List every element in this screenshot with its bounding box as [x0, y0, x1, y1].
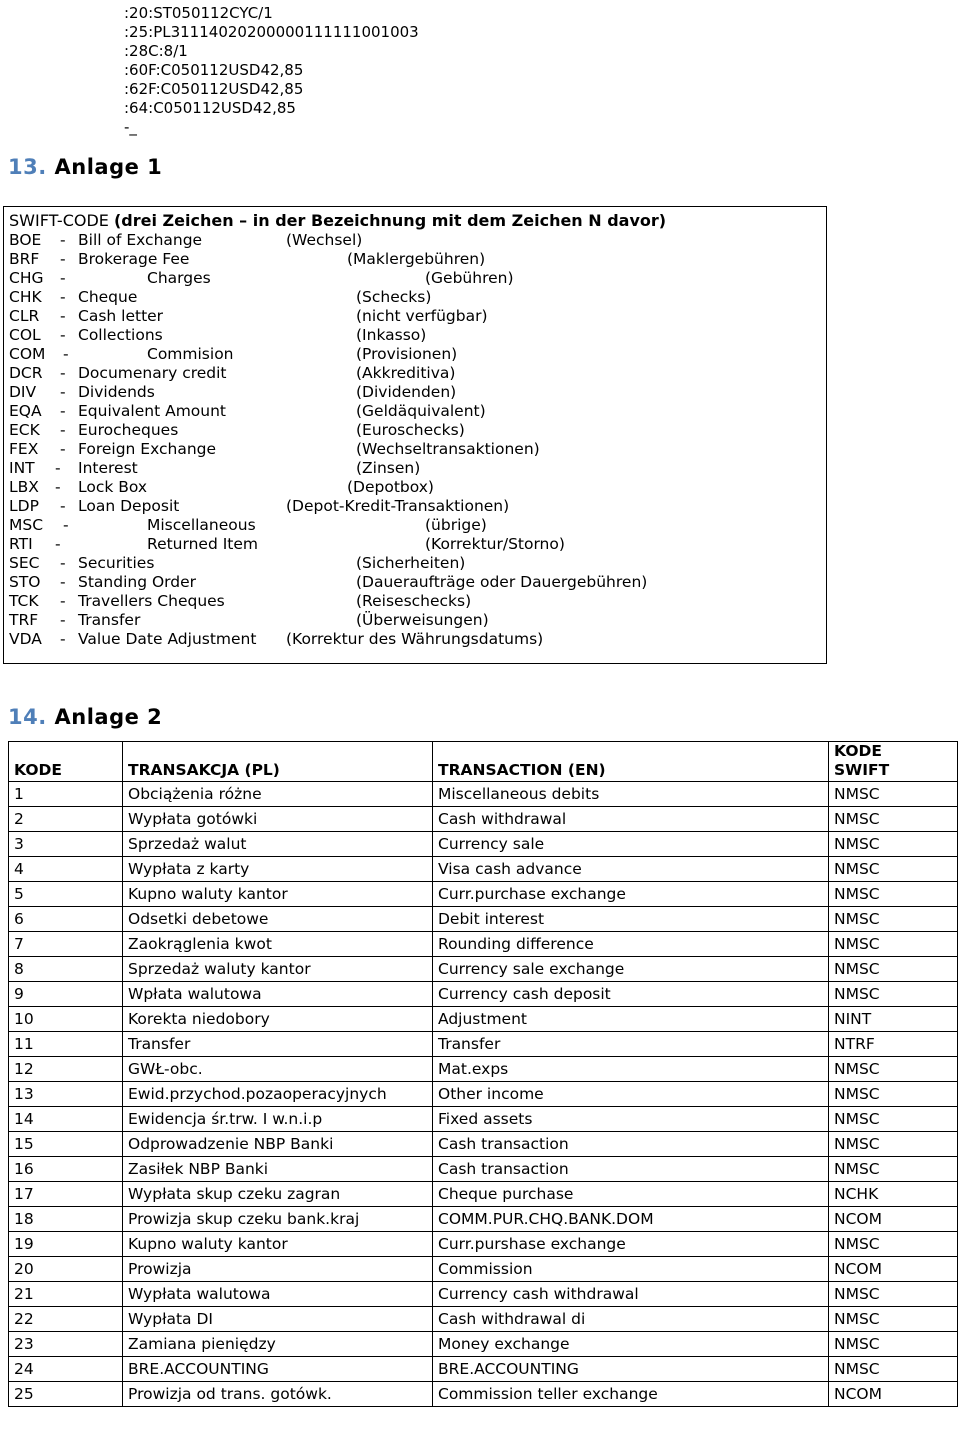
code-dash: -: [60, 611, 66, 629]
cell-kode: 16: [9, 1157, 123, 1182]
cell-kode: 25: [9, 1382, 123, 1407]
cell-kode-swift: NMSC: [829, 1332, 958, 1357]
cell-kode: 15: [9, 1132, 123, 1157]
cell-kode-swift: NMSC: [829, 1157, 958, 1182]
cell-kode-swift: NCOM: [829, 1207, 958, 1232]
code-german: (Inkasso): [356, 326, 427, 344]
cell-transakcja: Odsetki debetowe: [123, 907, 433, 932]
code-english: Commision: [147, 345, 234, 363]
header-kode: KODE: [9, 742, 123, 782]
swift-line: :25:PL31114020200000111111001003: [124, 23, 419, 41]
cell-transaction: Mat.exps: [433, 1057, 829, 1082]
cell-transakcja: Prowizja od trans. gotówk.: [123, 1382, 433, 1407]
code-english: Eurocheques: [78, 421, 179, 439]
code-german: (Depot-Kredit-Transaktionen): [286, 497, 510, 515]
cell-kode: 10: [9, 1007, 123, 1032]
cell-kode-swift: NCHK: [829, 1182, 958, 1207]
cell-kode: 21: [9, 1282, 123, 1307]
cell-kode: 24: [9, 1357, 123, 1382]
code-english: Dividends: [78, 383, 155, 401]
table-row: [9, 1132, 958, 1157]
code-dash: -: [60, 269, 66, 287]
code-abbrev: CHK: [9, 288, 42, 306]
code-german: (nicht verfügbar): [356, 307, 488, 325]
code-abbrev: INT: [9, 459, 35, 477]
cell-kode-swift: NMSC: [829, 882, 958, 907]
cell-transakcja: GWŁ-obc.: [123, 1057, 433, 1082]
cell-transaction: Currency sale: [433, 832, 829, 857]
cell-transakcja: Ewid.przychod.pozaoperacyjnych: [123, 1082, 433, 1107]
table-row: [9, 832, 958, 857]
cell-kode: 3: [9, 832, 123, 857]
section-number: 13.: [8, 155, 47, 179]
code-german: (Dividenden): [356, 383, 457, 401]
cell-transakcja: Wpłata walutowa: [123, 982, 433, 1007]
swift-line: -_: [124, 118, 137, 136]
cell-kode-swift: NMSC: [829, 807, 958, 832]
code-english: Brokerage Fee: [78, 250, 190, 268]
codebox-title-bold: (drei Zeichen – in der Bezeichnung mit dem Zeichen N davor): [113, 211, 667, 230]
code-abbrev: BOE: [9, 231, 42, 249]
cell-transaction: Currency cash withdrawal: [433, 1282, 829, 1307]
code-english: Loan Deposit: [78, 497, 180, 515]
code-abbrev: DIV: [9, 383, 37, 401]
cell-kode: 22: [9, 1307, 123, 1332]
code-abbrev: STO: [9, 573, 41, 591]
code-german: (Wechsel): [286, 231, 363, 249]
cell-kode-swift: NCOM: [829, 1382, 958, 1407]
cell-kode: 8: [9, 957, 123, 982]
cell-transakcja: Korekta niedobory: [123, 1007, 433, 1032]
code-abbrev: TRF: [9, 611, 39, 629]
code-abbrev: BRF: [9, 250, 40, 268]
cell-kode: 4: [9, 857, 123, 882]
cell-kode: 13: [9, 1082, 123, 1107]
cell-transakcja: Zaokrąglenia kwot: [123, 932, 433, 957]
code-abbrev: MSC: [9, 516, 44, 534]
cell-transakcja: Kupno waluty kantor: [123, 882, 433, 907]
cell-transakcja: BRE.ACCOUNTING: [123, 1357, 433, 1382]
cell-kode-swift: NMSC: [829, 932, 958, 957]
cell-kode-swift: NMSC: [829, 1132, 958, 1157]
cell-transakcja: Obciążenia różne: [123, 782, 433, 807]
cell-transaction: Debit interest: [433, 907, 829, 932]
cell-kode-swift: NMSC: [829, 982, 958, 1007]
cell-kode: 11: [9, 1032, 123, 1057]
table-row: [9, 1157, 958, 1182]
table-row: [9, 1232, 958, 1257]
code-dash: -: [60, 326, 66, 344]
table-row: [9, 1282, 958, 1307]
cell-transaction: Currency cash deposit: [433, 982, 829, 1007]
cell-transaction: Rounding difference: [433, 932, 829, 957]
cell-transaction: Cash withdrawal di: [433, 1307, 829, 1332]
cell-kode-swift: NMSC: [829, 907, 958, 932]
cell-transakcja: Wypłata skup czeku zagran: [123, 1182, 433, 1207]
code-english: Standing Order: [78, 573, 197, 591]
cell-kode: 6: [9, 907, 123, 932]
cell-transaction: Cash withdrawal: [433, 807, 829, 832]
cell-transaction: Adjustment: [433, 1007, 829, 1032]
cell-kode: 17: [9, 1182, 123, 1207]
table-row: [9, 1207, 958, 1232]
cell-kode-swift: NMSC: [829, 1282, 958, 1307]
cell-transaction: BRE.ACCOUNTING: [433, 1357, 829, 1382]
cell-transakcja: Sprzedaż walut: [123, 832, 433, 857]
cell-transakcja: Prowizja skup czeku bank.kraj: [123, 1207, 433, 1232]
table-row: [9, 782, 958, 807]
swift-line: :20:ST050112CYC/1: [124, 4, 273, 22]
table-row: [9, 982, 958, 1007]
cell-kode: 12: [9, 1057, 123, 1082]
table-header-row: [9, 742, 958, 782]
code-abbrev: CLR: [9, 307, 40, 325]
cell-transakcja: Zamiana pieniędzy: [123, 1332, 433, 1357]
cell-kode-swift: NMSC: [829, 1082, 958, 1107]
cell-transaction: Transfer: [433, 1032, 829, 1057]
code-dash: -: [60, 383, 66, 401]
code-dash: -: [60, 440, 66, 458]
code-english: Bill of Exchange: [78, 231, 203, 249]
cell-transaction: Curr.purchase exchange: [433, 882, 829, 907]
table-row: [9, 882, 958, 907]
code-german: (Maklergebühren): [347, 250, 486, 268]
table-row: [9, 1107, 958, 1132]
cell-transaction: Commission: [433, 1257, 829, 1282]
section-heading-anlage-2: [8, 705, 162, 729]
cell-kode: 14: [9, 1107, 123, 1132]
code-english: Securities: [78, 554, 155, 572]
cell-kode: 18: [9, 1207, 123, 1232]
code-abbrev: EQA: [9, 402, 42, 420]
code-dash: -: [55, 535, 61, 553]
cell-kode: 9: [9, 982, 123, 1007]
table-row: [9, 1032, 958, 1057]
cell-transaction: Other income: [433, 1082, 829, 1107]
cell-transakcja: Wypłata DI: [123, 1307, 433, 1332]
cell-kode: 23: [9, 1332, 123, 1357]
swift-line: :28C:8/1: [124, 42, 188, 60]
code-english: Travellers Cheques: [78, 592, 225, 610]
code-abbrev: ECK: [9, 421, 40, 439]
code-dash: -: [60, 554, 66, 572]
codebox-title: [9, 211, 666, 230]
code-dash: -: [60, 250, 66, 268]
code-abbrev: COM: [9, 345, 46, 363]
cell-kode-swift: NCOM: [829, 1257, 958, 1282]
swift-line: :64:C050112USD42,85: [124, 99, 296, 117]
code-english: Value Date Adjustment: [78, 630, 257, 648]
code-abbrev: SEC: [9, 554, 40, 572]
code-german: (Korrektur des Währungsdatums): [286, 630, 544, 648]
cell-transaction: Miscellaneous debits: [433, 782, 829, 807]
code-english: Collections: [78, 326, 163, 344]
code-dash: -: [60, 307, 66, 325]
table-row: [9, 807, 958, 832]
code-abbrev: LBX: [9, 478, 39, 496]
code-german: (Euroschecks): [356, 421, 465, 439]
table-row: [9, 1007, 958, 1032]
cell-kode: 20: [9, 1257, 123, 1282]
cell-kode-swift: NMSC: [829, 1057, 958, 1082]
cell-kode-swift: NMSC: [829, 782, 958, 807]
code-dash: -: [63, 345, 69, 363]
code-german: (Geldäquivalent): [356, 402, 486, 420]
cell-kode: 5: [9, 882, 123, 907]
cell-transakcja: Wypłata z karty: [123, 857, 433, 882]
code-dash: -: [60, 573, 66, 591]
table-row: [9, 1357, 958, 1382]
cell-transakcja: Ewidencja śr.trw. I w.n.i.p: [123, 1107, 433, 1132]
code-dash: -: [60, 421, 66, 439]
table-row: [9, 1307, 958, 1332]
swift-message-block: [124, 4, 419, 137]
table-row: [9, 957, 958, 982]
code-german: (Wechseltransaktionen): [356, 440, 540, 458]
code-dash: -: [60, 630, 66, 648]
cell-transakcja: Wypłata gotówki: [123, 807, 433, 832]
swift-line: :60F:C050112USD42,85: [124, 61, 304, 79]
swift-line: :62F:C050112USD42,85: [124, 80, 304, 98]
header-kode-swift-text: KODE SWIFT: [834, 742, 890, 779]
cell-transaction: Visa cash advance: [433, 857, 829, 882]
header-transaction: TRANSACTION (EN): [433, 742, 829, 782]
code-german: (Provisionen): [356, 345, 458, 363]
table-row: [9, 857, 958, 882]
code-german: (Schecks): [356, 288, 432, 306]
cell-transaction: Cheque purchase: [433, 1182, 829, 1207]
table-row: [9, 1257, 958, 1282]
code-german: (Korrektur/Storno): [425, 535, 565, 553]
code-english: Cheque: [78, 288, 138, 306]
cell-transakcja: Wypłata walutowa: [123, 1282, 433, 1307]
cell-transakcja: Prowizja: [123, 1257, 433, 1282]
code-dash: -: [60, 288, 66, 306]
code-dash: -: [60, 592, 66, 610]
code-german: (Zinsen): [356, 459, 421, 477]
swift-code-box: [3, 206, 827, 664]
code-english: Cash letter: [78, 307, 164, 325]
cell-transaction: Commission teller exchange: [433, 1382, 829, 1407]
code-english: Foreign Exchange: [78, 440, 217, 458]
cell-kode: 2: [9, 807, 123, 832]
code-abbrev: LDP: [9, 497, 39, 515]
code-dash: -: [60, 497, 66, 515]
code-dash: -: [60, 364, 66, 382]
section-title: Anlage 1: [54, 155, 163, 179]
code-dash: -: [60, 231, 66, 249]
code-abbrev: FEX: [9, 440, 39, 458]
code-dash: -: [63, 516, 69, 534]
code-abbrev: DCR: [9, 364, 43, 382]
table-row: [9, 1082, 958, 1107]
code-english: Lock Box: [78, 478, 148, 496]
code-abbrev: VDA: [9, 630, 42, 648]
cell-transaction: Curr.purshase exchange: [433, 1232, 829, 1257]
cell-transakcja: Zasiłek NBP Banki: [123, 1157, 433, 1182]
table-row: [9, 1182, 958, 1207]
cell-kode: 7: [9, 932, 123, 957]
code-german: (Reiseschecks): [356, 592, 472, 610]
table-row: [9, 932, 958, 957]
cell-kode-swift: NINT: [829, 1007, 958, 1032]
code-german: (Überweisungen): [356, 611, 489, 629]
code-german: (übrige): [425, 516, 487, 534]
transaction-code-table: [8, 741, 958, 1407]
code-dash: -: [60, 402, 66, 420]
cell-kode-swift: NMSC: [829, 857, 958, 882]
code-english: Charges: [147, 269, 211, 287]
cell-kode-swift: NMSC: [829, 1357, 958, 1382]
cell-transakcja: Sprzedaż waluty kantor: [123, 957, 433, 982]
cell-kode-swift: NMSC: [829, 957, 958, 982]
cell-kode-swift: NMSC: [829, 1107, 958, 1132]
code-dash: -: [55, 478, 61, 496]
cell-transaction: COMM.PUR.CHQ.BANK.DOM: [433, 1207, 829, 1232]
codebox-title-plain: SWIFT-CODE: [9, 211, 114, 230]
table-row: [9, 1332, 958, 1357]
section-heading-anlage-1: [8, 155, 162, 179]
code-abbrev: TCK: [9, 592, 39, 610]
cell-kode-swift: NTRF: [829, 1032, 958, 1057]
cell-kode-swift: NMSC: [829, 1307, 958, 1332]
cell-kode-swift: NMSC: [829, 832, 958, 857]
code-abbrev: RTI: [9, 535, 33, 553]
section-title: Anlage 2: [54, 705, 163, 729]
cell-transaction: Cash transaction: [433, 1157, 829, 1182]
cell-transaction: Currency sale exchange: [433, 957, 829, 982]
cell-kode: 1: [9, 782, 123, 807]
code-german: (Akkreditiva): [356, 364, 456, 382]
code-dash: -: [55, 459, 61, 477]
code-english: Documenary credit: [78, 364, 227, 382]
cell-transaction: Fixed assets: [433, 1107, 829, 1132]
code-english: Returned Item: [147, 535, 259, 553]
table-row: [9, 1057, 958, 1082]
code-english: Transfer: [78, 611, 141, 629]
cell-transaction: Cash transaction: [433, 1132, 829, 1157]
cell-kode-swift: NMSC: [829, 1232, 958, 1257]
header-kode-swift: [829, 742, 958, 782]
code-german: (Daueraufträge oder Dauergebühren): [356, 573, 648, 591]
cell-kode: 19: [9, 1232, 123, 1257]
code-german: (Gebühren): [425, 269, 514, 287]
code-german: (Sicherheiten): [356, 554, 466, 572]
table-row: [9, 907, 958, 932]
table-row: [9, 1382, 958, 1407]
code-english: Interest: [78, 459, 138, 477]
code-english: Miscellaneous: [147, 516, 256, 534]
code-abbrev: CHG: [9, 269, 44, 287]
cell-transakcja: Kupno waluty kantor: [123, 1232, 433, 1257]
code-english: Equivalent Amount: [78, 402, 227, 420]
cell-transaction: Money exchange: [433, 1332, 829, 1357]
code-abbrev: COL: [9, 326, 41, 344]
cell-transakcja: Odprowadzenie NBP Banki: [123, 1132, 433, 1157]
section-number: 14.: [8, 705, 47, 729]
cell-transakcja: Transfer: [123, 1032, 433, 1057]
header-transakcja: TRANSAKCJA (PL): [123, 742, 433, 782]
code-german: (Depotbox): [347, 478, 434, 496]
